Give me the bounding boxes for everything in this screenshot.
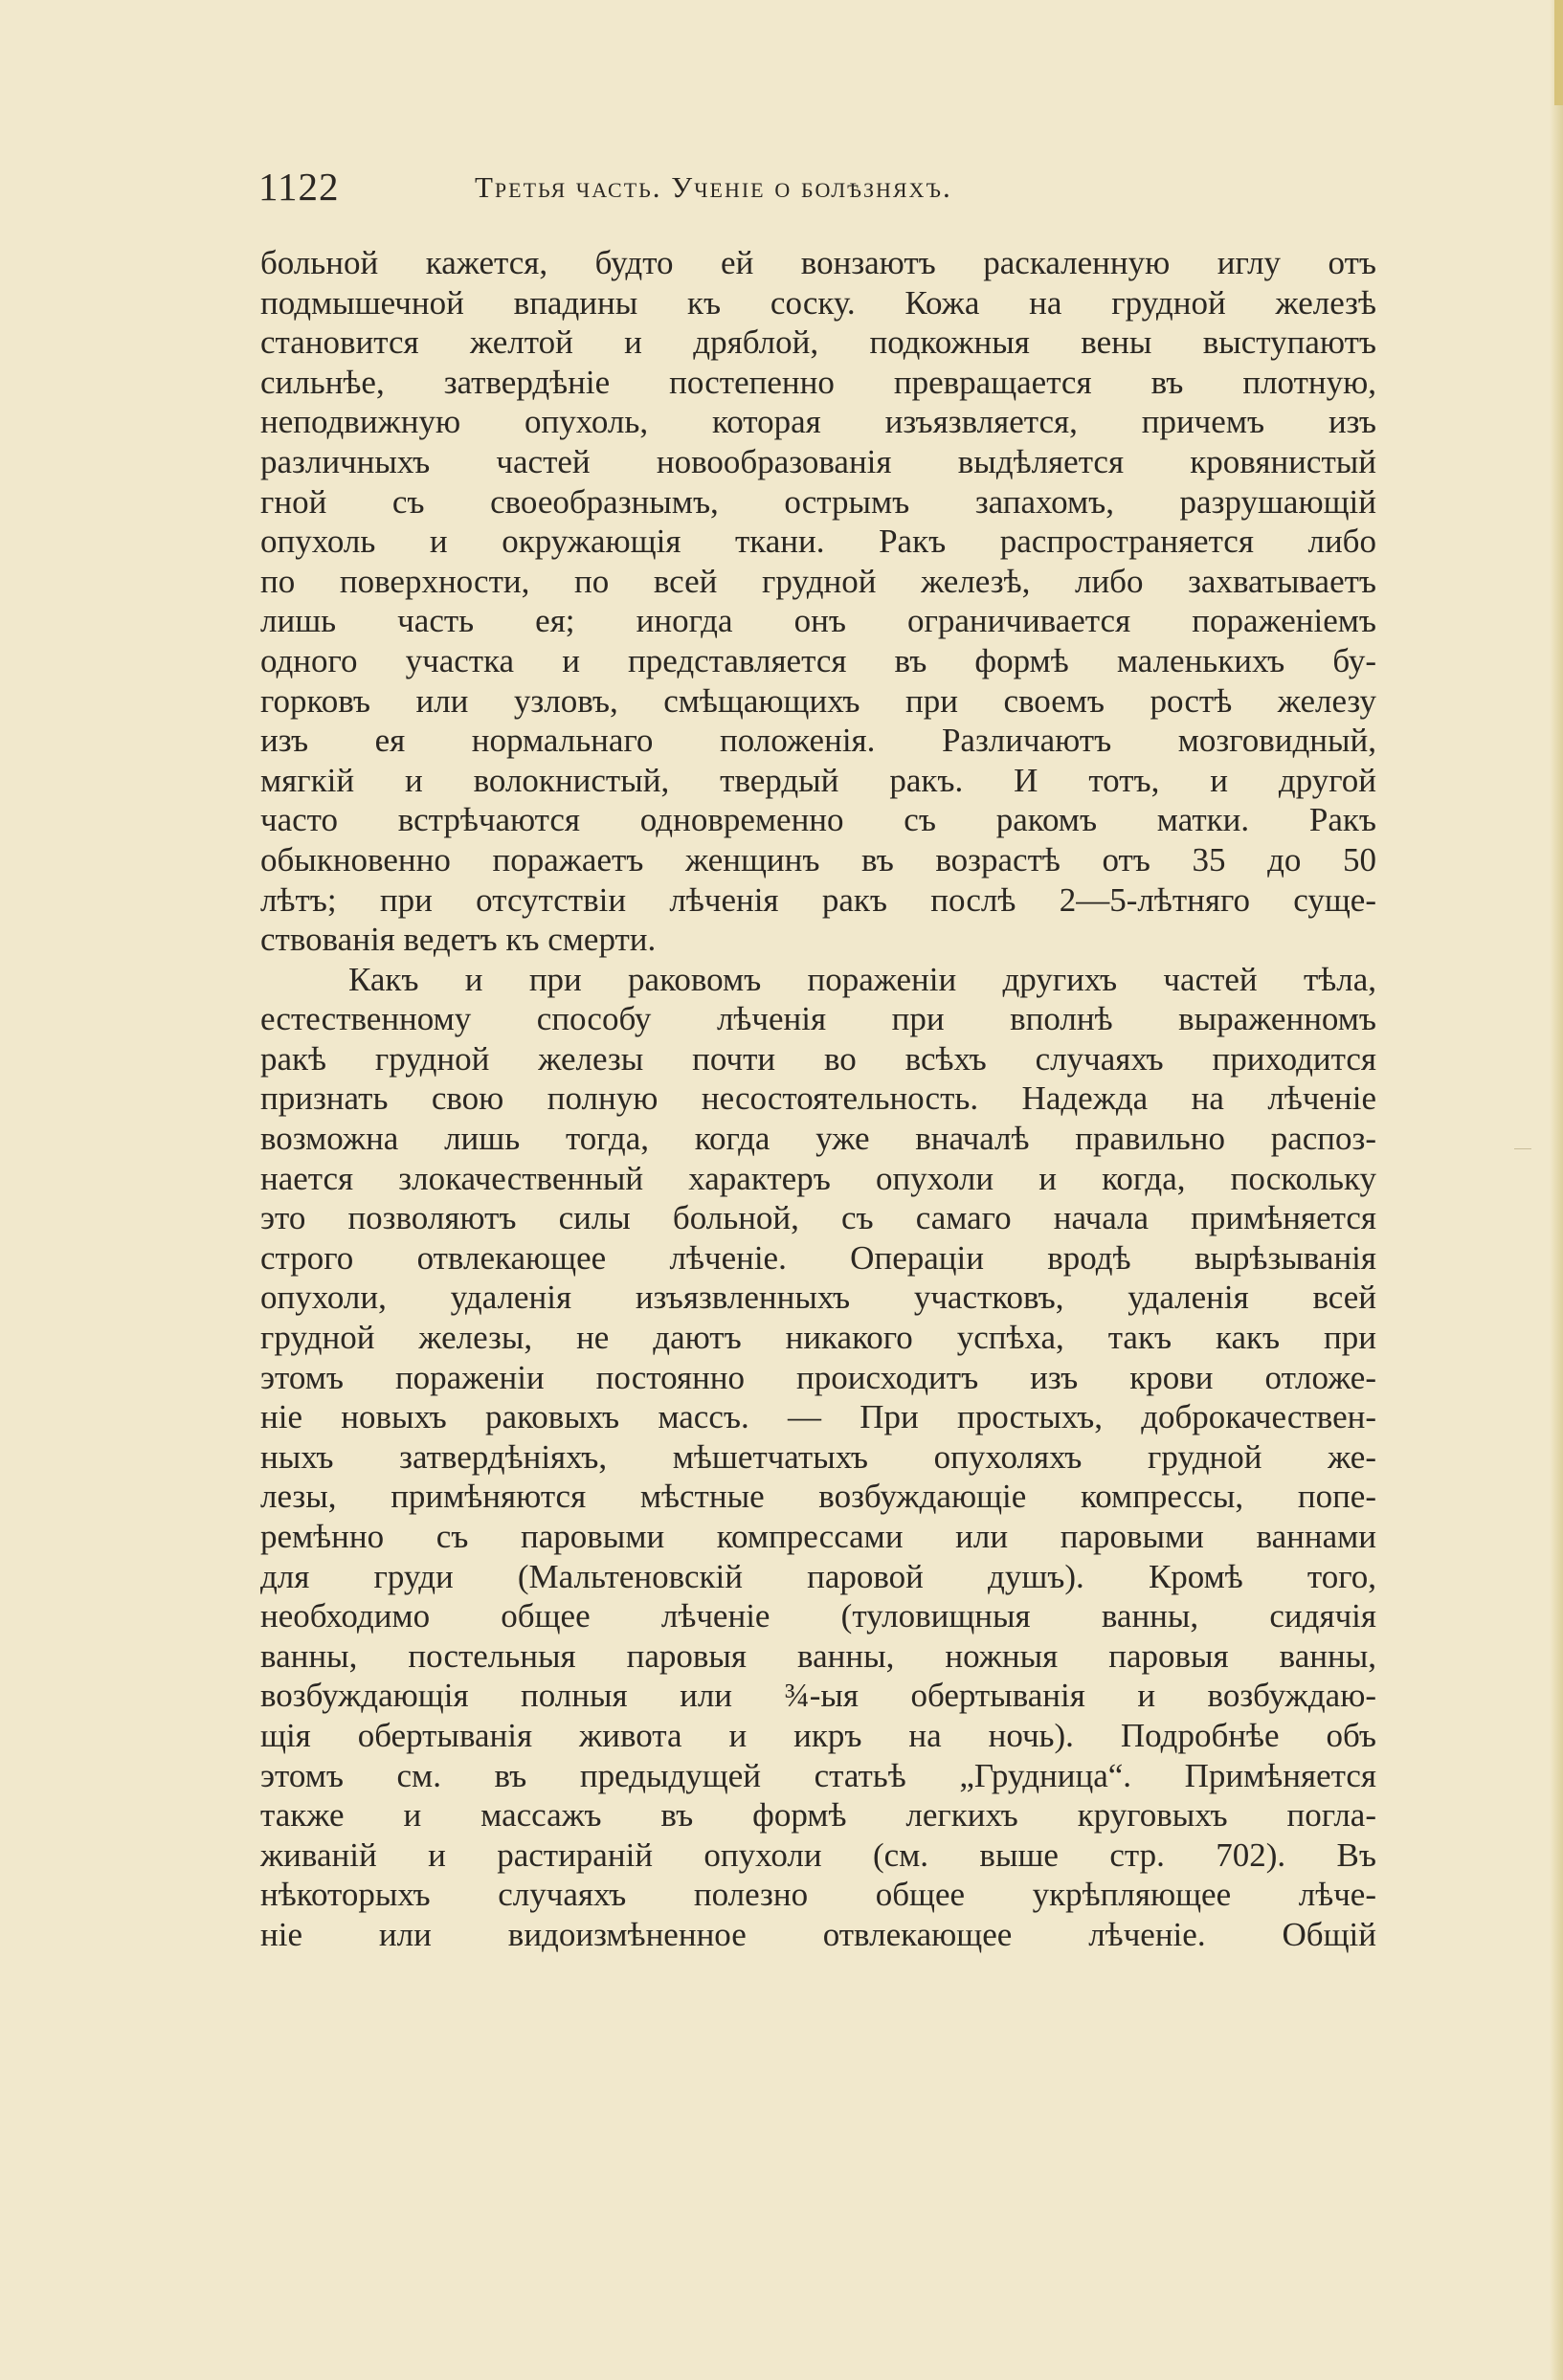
text-line: ныхъ затвердѣніяхъ, мѣшетчатыхъ опухоляхъ грудной же- xyxy=(260,1437,1376,1476)
text-line: различныхъ частей новообразованія выдѣляется кровянистый xyxy=(260,442,1376,480)
text-line: этомъ см. въ предыдущей статьѣ „Грудница“. Примѣняется xyxy=(260,1756,1376,1794)
text-line: также и массажъ въ формѣ легкихъ круговыхъ погла- xyxy=(260,1796,1376,1835)
text-line: нѣкоторыхъ случаяхъ полезно общее укрѣпляющее лѣче- xyxy=(260,1876,1376,1914)
page-number: 1122 xyxy=(258,165,340,209)
text-line: одного участка и представляется въ формѣ маленькихъ бу- xyxy=(260,641,1376,679)
text-line: часто встрѣчаются одновременно съ ракомъ матки. Ракъ xyxy=(260,801,1376,839)
text-line: грудной железы, не даютъ никакого успѣха, такъ какъ при xyxy=(260,1319,1376,1357)
margin-mark xyxy=(1514,1148,1531,1149)
text-line: изъ ея нормальнаго положенія. Различаютъ мозговидный, xyxy=(260,722,1376,760)
text-line: этомъ пораженіи постоянно происходитъ изъ крови отложе- xyxy=(260,1358,1376,1396)
page-edge xyxy=(1550,0,1563,2380)
text-line: нается злокачественный характеръ опухоли и когда, поскольку xyxy=(260,1159,1376,1197)
text-line: щія обертыванія живота и икръ на ночь). Подробнѣе объ xyxy=(260,1716,1376,1754)
text-line: ракѣ грудной железы почти во всѣхъ случаяхъ приходится xyxy=(260,1039,1376,1078)
text-line: признать свою полную несостоятельность. Надежда на лѣченіе xyxy=(260,1079,1376,1118)
text-line: строго отвлекающее лѣченіе. Операціи вродѣ вырѣзыванія xyxy=(260,1238,1376,1277)
page-header xyxy=(258,163,1378,211)
text-line: неподвижную опухоль, которая изъязвляется, причемъ изъ xyxy=(260,403,1376,441)
text-line: по поверхности, по всей грудной железѣ, либо захватываетъ xyxy=(260,562,1376,600)
text-line: естественному способу лѣченія при вполнѣ выраженномъ xyxy=(260,1000,1376,1038)
text-line: ніе или видоизмѣненное отвлекающее лѣченіе. Общій xyxy=(260,1915,1376,1953)
page-edge-tab xyxy=(1554,0,1563,105)
text-line: лишь часть ея; иногда онъ ограничивается пораженіемъ xyxy=(260,602,1376,640)
text-line: возможна лишь тогда, когда уже вначалѣ правильно распоз- xyxy=(260,1120,1376,1158)
text-line: обыкновенно поражаетъ женщинъ въ возрастѣ отъ 35 до 50 xyxy=(260,840,1376,879)
text-line: живаній и растираній опухоли (см. выше стр. 702). Въ xyxy=(260,1835,1376,1874)
body-text xyxy=(260,243,1376,1955)
text-line: горковъ или узловъ, смѣщающихъ при своемъ ростѣ железу xyxy=(260,681,1376,720)
paragraph-last-line: ствованія ведетъ къ смерти. xyxy=(260,921,657,959)
text-line: гной съ своеобразнымъ, острымъ запахомъ, разрушающій xyxy=(260,482,1376,521)
text-line: мягкій и волокнистый, твердый ракъ. И тотъ, и другой xyxy=(260,761,1376,799)
text-line: для груди (Мальтеновскій паровой душъ). Кромѣ того, xyxy=(260,1557,1376,1595)
paragraph-first-line: Какъ и при раковомъ пораженіи другихъ частей тѣла, xyxy=(348,960,1376,998)
text-line: лѣтъ; при отсутствіи лѣченія ракъ послѣ 2—5-лѣтняго суще- xyxy=(260,880,1376,919)
text-line: возбуждающія полныя или ¾-ыя обертыванія и возбуждаю- xyxy=(260,1677,1376,1715)
text-line: лезы, примѣняются мѣстные возбуждающіе компрессы, попе- xyxy=(260,1478,1376,1516)
running-head: Третья часть. Ученіе о болѣзняхъ. xyxy=(475,170,952,204)
text-line: опухоли, удаленія изъязвленныхъ участковъ, удаленія всей xyxy=(260,1279,1376,1317)
text-line: ніе новыхъ раковыхъ массъ. — При простыхъ, доброкачествен- xyxy=(260,1398,1376,1436)
text-line: ремѣнно съ паровыми компрессами или паровыми ваннами xyxy=(260,1518,1376,1555)
text-line: опухоль и окружающія ткани. Ракъ распространяется либо xyxy=(260,523,1376,561)
text-line: становится желтой и дряблой, подкожныя вены выступаютъ xyxy=(260,323,1376,362)
text-line: больной кажется, будто ей вонзаютъ раскаленную иглу отъ xyxy=(260,244,1376,281)
text-line: необходимо общее лѣченіе (туловищныя ванны, сидячія xyxy=(260,1597,1376,1635)
text-line: ванны, постельныя паровыя ванны, ножныя паровыя ванны, xyxy=(260,1636,1376,1675)
text-line: сильнѣе, затвердѣніе постепенно превращается въ плотную, xyxy=(260,363,1376,401)
text-line: подмышечной впадины къ соску. Кожа на грудной железѣ xyxy=(260,283,1376,322)
text-line: это позволяютъ силы больной, съ самаго начала примѣняется xyxy=(260,1199,1376,1237)
